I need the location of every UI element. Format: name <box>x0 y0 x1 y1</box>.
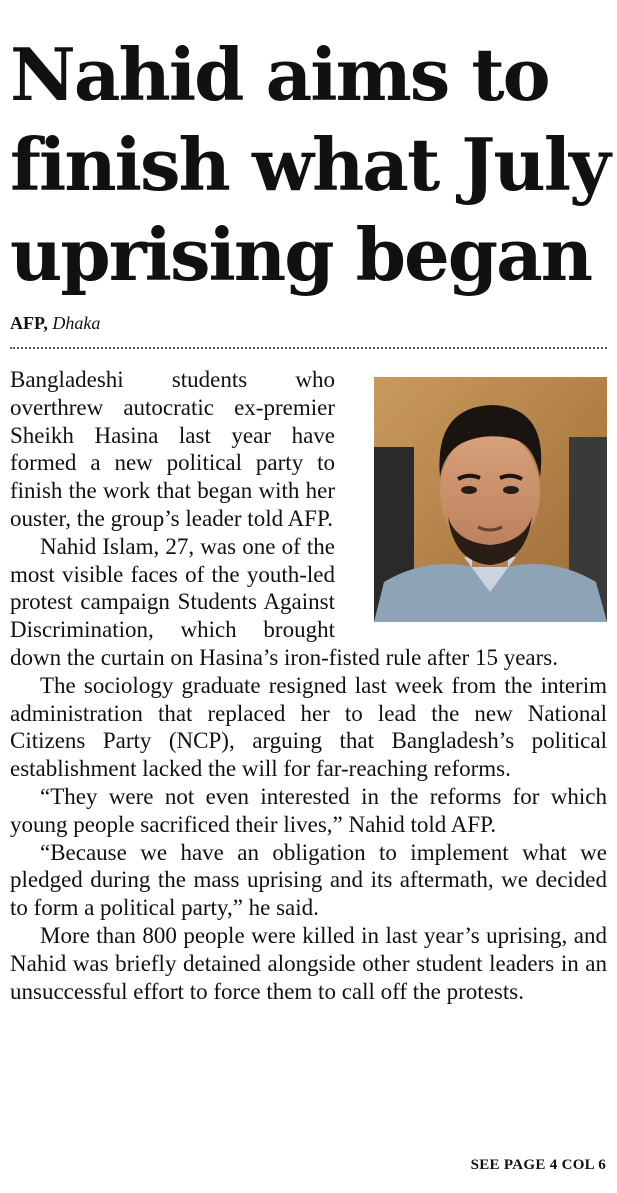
paragraph-2: Nahid Islam, 27, was one of the most visible faces of the youth-led protest campaign Students Against Discrimination, which brought down the curtain on Hasina’s iron-fisted rule after 15 years. <box>10 533 558 670</box>
byline-source: AFP, <box>10 313 48 333</box>
dotted-divider <box>10 347 607 349</box>
byline <box>10 313 100 334</box>
paragraph-1: Bangladeshi students who overthrew autocratic ex-premier Sheikh Hasina last year have formed a new political party to finish the work that began with her ouster, the group’s leader told AFP. <box>10 367 335 531</box>
paragraph-5: “Because we have an obligation to implement what we pledged during the mass uprising and its aftermath, we decided to form a political party,” he said. <box>10 839 607 921</box>
continuation-note: SEE PAGE 4 COL 6 <box>470 1157 606 1173</box>
paragraph-6: More than 800 people were killed in last year’s uprising, and Nahid was briefly detained alongside other student leaders in an unsuccessful effort to force them to call off the protests. <box>10 922 607 1004</box>
paragraph-4: “They were not even interested in the reforms for which young people sacrificed their lives,” Nahid told AFP. <box>10 783 607 837</box>
headline: Nahid aims to finish what July uprising began <box>10 32 609 297</box>
portrait-photo <box>374 377 607 622</box>
paragraph-3: The sociology graduate resigned last week from the interim administration that replaced her to lead the new National Citizens Party (NCP), arguing that Bangladesh’s political establishment lacked the will for far-reaching reforms. <box>10 672 607 782</box>
byline-location: Dhaka <box>52 313 101 333</box>
